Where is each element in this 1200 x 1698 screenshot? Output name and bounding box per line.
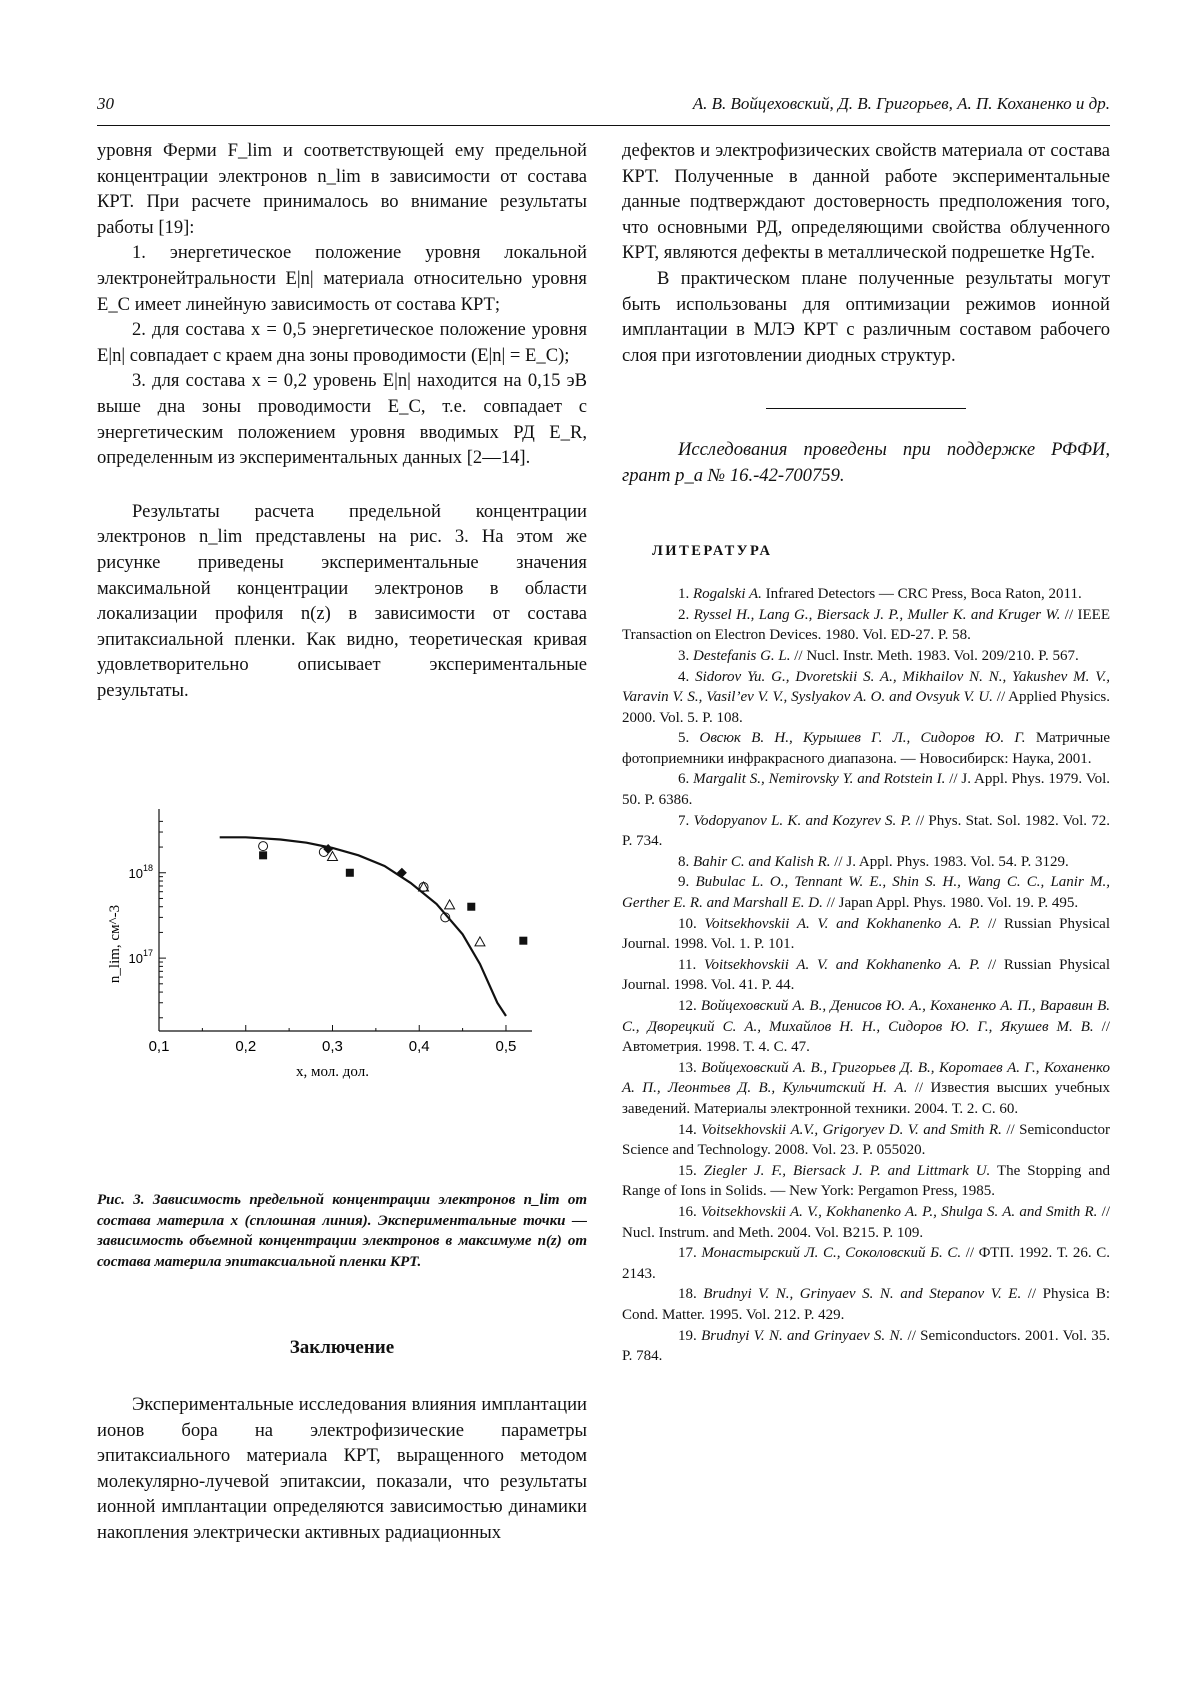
reference-item: 19. Brudnyi V. N. and Grinyaev S. N. // Semiconductors. 2001. Vol. 35. P. 784.	[622, 1327, 1111, 1365]
conclusion-heading: Заключение	[289, 1337, 395, 1358]
reference-item: 13. Войцеховский А. В., Григорьев Д. В., Коротаев А. Г., Коханенко А. П., Леонтьев Д. В., Кульчитский Н. А. // Известия высших учебных заведений. Материалы электронной техники. 2004. Т. 2. С. 60.	[622, 1059, 1110, 1117]
reference-item: 17. Монастырский Л. С., Соколовский Б. С. // ФТП. 1992. Т. 26. С. 2143.	[622, 1245, 1110, 1282]
data-point-filled-square	[259, 851, 267, 859]
x-tick-label: 0,5	[495, 1038, 517, 1055]
reference-item: 15. Ziegler J. F., Biersack J. P. and Littmark U. The Stopping and Range of Ions in Solids. — New York: Pergamon Press, 1985.	[622, 1162, 1111, 1200]
reference-item: 2. Ryssel H., Lang G., Biersack J. P., Muller K. and Kruger W. // IEEE Transaction on Electron Devices. 1980. Vol. ED-27. P. 58.	[622, 606, 1110, 644]
reference-item: 1. Rogalski A. Infrared Detectors — CRC Press, Boca Raton, 2011.	[678, 586, 1082, 603]
reference-item: 14. Voitsekhovskii A.V., Grigoryev D. V. and Smith R. // Semiconductor Science and Technology. 2008. Vol. 23. P. 055020.	[622, 1121, 1110, 1159]
reference-item: 18. Brudnyi V. N., Grinyaev S. N. and Stepanov V. E. // Physica B: Cond. Matter. 1995. Vol. 212. P. 429.	[622, 1286, 1111, 1323]
left-column	[97, 138, 587, 703]
data-point-open-triangle	[445, 900, 455, 909]
data-point-filled-square	[519, 937, 527, 945]
y-axis-label: n_lim, см^-3	[107, 904, 123, 984]
reference-item: 16. Voitsekhovskii A. V., Kokhanenko A. P., Shulga S. A. and Smith R. // Nucl. Instrum. and Meth. 2004. Vol. B215. P. 109.	[622, 1203, 1111, 1241]
x-axis-label: x, мол. дол.	[296, 1064, 369, 1080]
reference-item: 7. Vodopyanov L. K. and Kozyrev S. P. // Phys. Stat. Sol. 1982. Vol. 72. P. 734.	[622, 812, 1110, 850]
figure-3	[97, 805, 587, 1185]
acknowledgment: Исследования проведены при поддержке РФФИ, грант р_а № 16.-42-700759.	[622, 439, 1110, 486]
data-point-filled-square	[346, 869, 354, 877]
x-tick-label: 0,4	[408, 1038, 430, 1055]
right-paragraph-1: дефектов и электрофизических свойств материала от состава КРТ. Полученные в данной работе экспериментальные данные подтверждают достоверность предположения того, что основными РД, определяющими свойства облученного КРТ, являются дефекты в металлической подрешетке HgTe.	[622, 140, 1110, 264]
reference-item: 4. Sidorov Yu. G., Dvoretskii S. A., Mikhailov N. N., Yakushev M. V., Varavin V. S., Vasil’ev V. V., Syslyakov A. O. and Ovsyuk V. U. // Applied Physics. 2000. Vol. 5. P. 108.	[622, 668, 1111, 726]
reference-list	[622, 584, 1110, 1367]
chart	[97, 805, 587, 1185]
y-tick-label: $10^{18}$	[128, 862, 153, 881]
conclusion-body	[97, 1392, 587, 1546]
left-paragraph-1: уровня Ферми F_lim и соответствующей ему предельной концентрации электронов n_lim в зависимости от состава КРТ. При расчете принималось во внимание результаты работы [19]:	[97, 140, 587, 238]
left-paragraph-2: Результаты расчета предельной концентрации электронов n_lim представлены на рис. 3. На этом же рисунке приведены экспериментальные значения максимальной концентрации электронов в области локализации профиля n(z) в зависимости от состава эпитаксиальной пленки. Как видно, теоретическая кривая удовлетворительно описывает экспериментальные результаты.	[97, 500, 587, 701]
right-column	[622, 138, 1110, 1367]
x-tick-label: 0,2	[235, 1038, 257, 1055]
reference-item: 5. Овсюк В. Н., Курышев Г. Л., Сидоров Ю. Г. Матричные фотоприемники инфракрасного диапазона. — Новосибирск: Наука, 2001.	[622, 730, 1111, 767]
header-rule	[97, 125, 1110, 126]
reference-item: 6. Margalit S., Nemirovsky Y. and Rotstein I. // J. Appl. Phys. 1979. Vol. 50. P. 6386.	[622, 771, 1111, 809]
page-number: 30	[97, 94, 114, 113]
reference-item: 12. Войцеховский А. В., Денисов Ю. А., Коханенко А. П., Варавин В. С., Дворецкий С. А., Михайлов Н. Н., Сидоров Ю. Г., Якушев М. В. // Автометрия. 1998. Т. 4. С. 47.	[622, 998, 1111, 1056]
theory-curve	[220, 837, 506, 1016]
reference-item: 8. Bahir C. and Kalish R. // J. Appl. Phys. 1983. Vol. 54. P. 3129.	[678, 853, 1069, 870]
reference-item: 3. Destefanis G. L. // Nucl. Instr. Meth. 1983. Vol. 209/210. P. 567.	[678, 647, 1079, 664]
figure-caption: Рис. 3. Зависимость предельной концентрации электронов n_lim от состава материла x (сплошная линия). Экспериментальные точки — зависимость объемной концентрации электронов в максимуме n(z) от состава материла эпитаксиальной пленки КРТ.	[97, 1192, 587, 1270]
separator-rule	[766, 408, 966, 409]
references-heading: ЛИТЕРАТУРА	[652, 542, 773, 559]
y-tick-label: $10^{17}$	[128, 948, 153, 967]
list-item-3: 3. для состава x = 0,2 уровень E|n| находится на 0,15 эВ выше дна зоны проводимости E_C, т.е. совпадает с энергетическим положением уровня вводимых РД E_R, определенным из экспериментальных данных [2—14].	[97, 370, 587, 469]
reference-item: 11. Voitsekhovskii A. V. and Kokhanenko A. P. // Russian Physical Journal. 1998. Vol. 41. P. 44.	[622, 956, 1110, 994]
data-point-open-circle	[259, 842, 268, 851]
x-tick-label: 0,3	[322, 1038, 343, 1055]
right-paragraph-2: В практическом плане полученные результаты могут быть использованы для оптимизации режимов ионной имплантации в МЛЭ КРТ с различным составом рабочего слоя при изготовлении диодных структур.	[622, 267, 1110, 366]
conclusion-paragraph: Экспериментальные исследования влияния имплантации ионов бора на электрофизические параметры эпитаксиального материала КРТ, выращенного методом молекулярно-лучевой эпитаксии, показали, что результаты ионной имплантации определяются зависимостью динамики накопления электрически активных радиационных	[97, 1394, 587, 1543]
list-item-2: 2. для состава x = 0,5 энергетическое положение уровня E|n| совпадает с краем дна зоны проводимости (E|n| = E_C);	[97, 319, 587, 366]
reference-item: 9. Bubulac L. O., Tennant W. E., Shin S. H., Wang C. C., Lanir M., Gerther E. R. and Marshall E. D. // Japan Appl. Phys. 1980. Vol. 19. P. 495.	[622, 874, 1110, 912]
x-tick-label: 0,1	[148, 1038, 170, 1055]
data-point-open-triangle	[475, 937, 485, 946]
list-item-1: 1. энергетическое положение уровня локальной электронейтральности E|n| материала относительно уровня E_C имеет линейную зависимость от состава КРТ;	[97, 242, 587, 315]
data-point-filled-square	[467, 903, 475, 911]
reference-item: 10. Voitsekhovskii A. V. and Kokhanenko A. P. // Russian Physical Journal. 1998. Vol. 1. P. 101.	[622, 915, 1110, 953]
running-header-authors: А. В. Войцеховский, Д. В. Григорьев, А. П. Коханенко и др.	[692, 94, 1110, 113]
